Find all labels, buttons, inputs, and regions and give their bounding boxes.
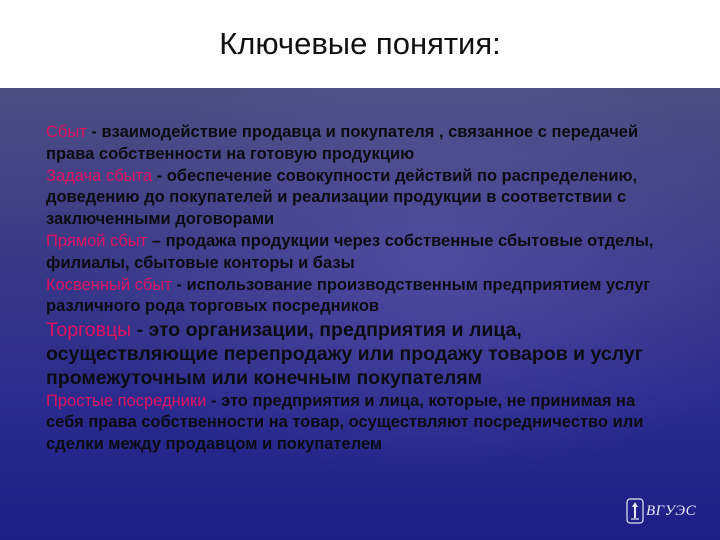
definition-indirect-sales	[46, 275, 666, 319]
definition-text: - это организации, предприятия и лица, осуществляющие перепродажу или продажу товаров и услуг промежуточным или конечным покупателям	[46, 319, 643, 389]
definition-simple-intermediaries	[46, 391, 666, 456]
definition-text: - взаимодействие продавца и покупателя , связанное с передачей права собственности на готовую продукцию	[46, 123, 639, 163]
definition-sales-task	[46, 166, 666, 231]
title-bar	[0, 0, 720, 88]
slide-body	[0, 88, 720, 540]
definition-term: Торговцы	[46, 319, 132, 342]
definition-term: Простые посредники	[46, 391, 207, 410]
definition-term: Прямой сбыт	[46, 231, 148, 250]
definition-sales	[46, 122, 666, 166]
definition-text: - использование производственным предприятием услуг различного рода торговых посредников	[46, 275, 651, 316]
university-logo	[626, 497, 706, 527]
logo-emblem-icon	[626, 498, 644, 524]
definition-text: - обеспечение совокупности действий по распределению, доведению до покупателей и реализации продукции в соответствии с заключенными договорами	[46, 166, 638, 229]
definition-direct-sales	[46, 231, 666, 275]
definition-text: – продажа продукции через собственные сбытовые отделы, филиалы, сбытовые конторы и базы	[46, 231, 654, 272]
slide-title: Ключевые понятия:	[219, 26, 501, 61]
definition-traders	[46, 319, 666, 390]
definitions-list	[46, 122, 666, 456]
definition-term: Косвенный сбыт	[46, 275, 172, 294]
definition-term: Сбыт	[46, 123, 87, 141]
logo-text: ВГУЭС	[646, 503, 697, 519]
definition-text: - это предприятия и лица, которые, не принимая на себя права собственности на товар, осуществляют посредничество или сделки между продавцом и покупателем	[46, 391, 644, 454]
definition-term: Задача сбыта	[46, 166, 153, 185]
